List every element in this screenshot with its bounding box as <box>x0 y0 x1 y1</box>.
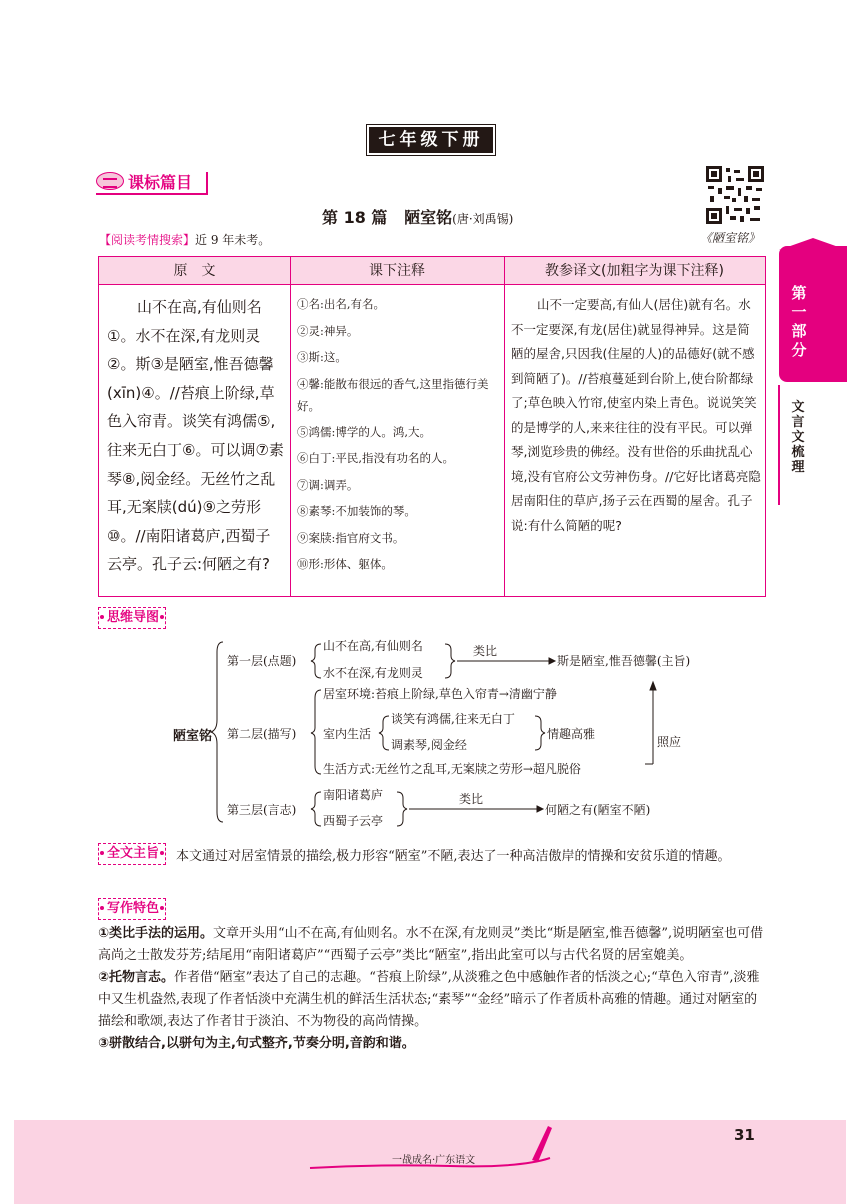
header-notes: 课下注释 <box>290 257 504 285</box>
grade-banner: 七年级下册 <box>369 127 493 153</box>
layer1-item: 山不在高,有仙则名 <box>323 639 423 653</box>
exam-search-text: 近 9 年未考。 <box>195 233 271 247</box>
layer2-life-item: 调素琴,阅金经 <box>391 738 467 752</box>
header-translation: 教参译文(加粗字为课下注释) <box>504 257 765 285</box>
section-tag-underline <box>96 193 208 195</box>
mindmap <box>165 632 765 832</box>
section-tag <box>96 168 192 194</box>
note-item: ③斯:这。 <box>297 350 347 364</box>
qr-pattern <box>706 166 764 224</box>
page-number: 31 <box>734 1126 755 1144</box>
theme-text: 本文通过对居室情景的描绘,极力形容“陋室”不陋,表达了一种高洁傲岸的情操和安贫乐道的情趣。 <box>176 849 731 864</box>
note-item: ①名:出名,有名。 <box>297 297 386 311</box>
article-number: 第 18 篇 <box>322 208 388 227</box>
note-item: ⑨案牍:指官府文书。 <box>297 530 405 545</box>
side-tab-part: 第一部分 <box>791 284 807 359</box>
note-item: ⑥白丁:平民,指没有功名的人。 <box>297 451 455 465</box>
book-icon <box>96 172 124 190</box>
note-item: ⑤鸿儒:博学的人。鸿,大。 <box>297 424 432 439</box>
section-tag-label: 课标篇目 <box>128 172 193 192</box>
original-paragraph: 山不在高,有仙则名①。水不在深,有龙则灵②。斯③是陋室,惟吾德馨(xīn)④。//苔痕上阶绿,草色入帘青。谈笑有鸿儒⑤,往来无白丁⑥。可以调⑦素琴⑧,阅金经。无丝竹之乱耳,无案牍(dú)⑨之劳形⑩。//南阳诸葛庐,西蜀子云亭。孔子云:何陋之有? <box>107 298 284 574</box>
layer1-result: 斯是陋室,惟吾德馨(主旨) <box>557 654 691 668</box>
layer1-relation: 类比 <box>473 644 498 658</box>
layer2-env: 居室环境:苔痕上阶绿,草色入帘青→清幽宁静 <box>323 687 557 701</box>
mindmap-label: 思维导图 <box>98 607 166 629</box>
translation-paragraph: 山不一定要高,有仙人(居住)就有名。水不一定要深,有龙(居住)就显得神异。这是简陋的屋舍,只因我(住屋的人)的品德好(就不感到简陋了)。//苔痕蔓延到台阶上,使台阶都绿了;草色映入竹帘,使室内染上青色。说说笑笑的是博学的人,来来往往的没有平民。可以弹琴,浏览珍贵的佛经。没有世俗的乐曲扰乱心境,没有官府公文劳神伤身。//它好比诸葛亮隐居南阳住的草庐,扬子云在西蜀的屋舍。孔子说:有什么简陋的呢? <box>511 297 761 533</box>
translation-text <box>511 293 761 538</box>
layer3-result: 何陋之有(陋室不陋) <box>545 803 651 817</box>
features-list <box>98 923 766 1055</box>
side-divider <box>778 385 780 505</box>
layer2-life-item: 谈笑有鸿儒,往来无白丁 <box>391 712 515 726</box>
mindmap-root: 陋室铭 <box>173 729 213 744</box>
feature-head: ②托物言志。 <box>98 970 175 985</box>
feature-head: ①类比手法的运用。 <box>98 926 214 941</box>
side-tab-section: 文言文梳理 <box>791 400 805 475</box>
layer3-relation: 类比 <box>459 792 484 806</box>
feature-body: 文章开头用“山不在高,有仙则名。水不在深,有龙则灵”类比“斯是陋室,惟吾德馨”,说明陋室也可借高尚之士散发芬芳;结尾用“南阳诸葛庐”“西蜀子云亭”类比“陋室”,指出此室可以与古代名贤的居室媲美。 <box>98 926 764 963</box>
text-table <box>98 256 766 597</box>
note-item: ⑩形:形体、躯体。 <box>297 557 393 571</box>
note-item: ⑦调:调弄。 <box>297 477 359 492</box>
layer3-item: 南阳诸葛庐 <box>323 788 384 802</box>
notes-list <box>297 291 497 578</box>
layer1-item: 水不在深,有龙则灵 <box>323 666 423 680</box>
qr-caption: 《陋室铭》 <box>700 231 761 245</box>
footer-brand: 一战成名·广东语文 <box>392 1155 476 1166</box>
article-title <box>322 205 513 228</box>
feature-item <box>98 967 766 1033</box>
header-original: 原 文 <box>99 257 290 285</box>
article-author: (唐·刘禹锡) <box>452 212 514 226</box>
layer2-name: 第二层(描写) <box>227 727 297 741</box>
qr-code-icon[interactable] <box>706 166 764 224</box>
layer2-echo: 照应 <box>657 735 682 749</box>
exam-search-line <box>99 231 270 248</box>
layer2-style: 生活方式:无丝竹之乱耳,无案牍之劳形→超凡脱俗 <box>323 762 581 776</box>
layer1-name: 第一层(点题) <box>227 654 297 668</box>
note-item: ②灵:神异。 <box>297 323 359 338</box>
layer3-name: 第三层(言志) <box>227 803 297 817</box>
original-text <box>107 293 285 579</box>
section-tag-divider <box>206 172 208 195</box>
column-divider <box>504 257 505 596</box>
feature-body: 作者借“陋室”表达了自己的志趣。“苔痕上阶绿”,从淡雅之色中感触作者的恬淡之心;“草色入帘青”,淡雅中又生机盎然,表现了作者恬淡中充满生机的鲜活生活状态;“素琴”“金经”暗示了作者质朴高雅的情趣。通过对陋室的描绘和歌颂,表达了作者甘于淡泊、不为物役的高尚情操。 <box>98 970 760 1029</box>
column-divider <box>290 257 291 596</box>
layer2-life-result: 情趣高雅 <box>547 727 596 741</box>
article-name: 陋室铭 <box>404 208 453 227</box>
theme-label: 全文主旨 <box>98 843 166 865</box>
pen-icon <box>300 1120 560 1180</box>
feature-item <box>98 923 766 967</box>
note-item: ④馨:能散布很远的香气,这里指德行美好。 <box>297 376 489 413</box>
feature-item <box>98 1033 766 1055</box>
layer3-item: 西蜀子云亭 <box>323 814 384 828</box>
note-item: ⑧素琴:不加装饰的琴。 <box>297 504 416 518</box>
feature-head: ③骈散结合,以骈句为主,句式整齐,节奏分明,音韵和谐。 <box>98 1036 415 1051</box>
features-label: 写作特色 <box>98 898 166 920</box>
exam-search-label: 【阅读考情搜索】 <box>99 233 196 247</box>
layer2-life-label: 室内生活 <box>323 727 372 741</box>
